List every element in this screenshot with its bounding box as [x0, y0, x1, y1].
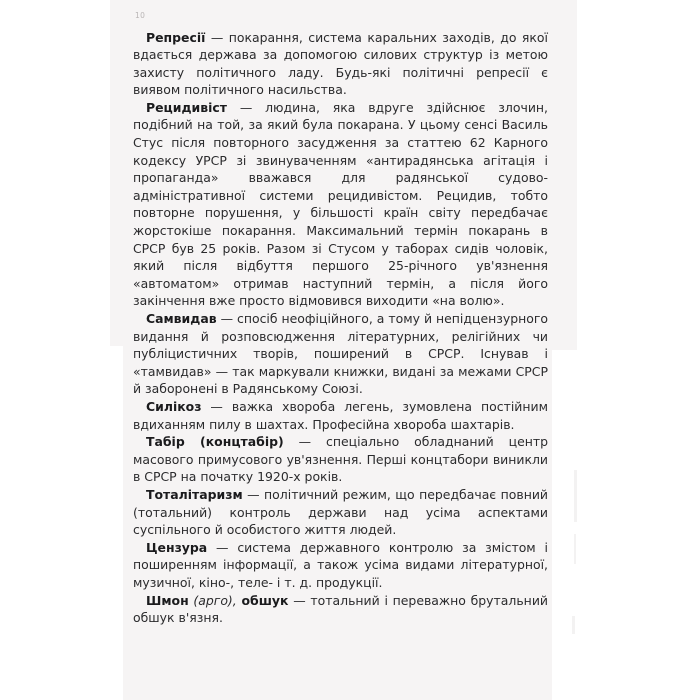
glossary-separator: — — [242, 486, 265, 502]
glossary-entry — [133, 99, 548, 310]
glossary-definition: спеціально обладнаний центр масового примусового ув'язнення. Перші концтабори виникли в СРСР на початку 1920-х років. — [133, 434, 548, 485]
glossary-definition: політичний режим, що передбачає повний (тотальний) контроль держави над усіма аспектами суспільного й особистого життя людей. — [133, 486, 548, 538]
glossary-entry — [133, 592, 548, 627]
glossary-separator: — — [283, 434, 327, 450]
glossary-term: Рецидивіст — [146, 99, 227, 115]
glossary-separator: — — [207, 539, 238, 555]
page-number: 10 — [135, 11, 146, 20]
glossary-definition: система державного контролю за змістом і поширенням інформації, а також усіма видами літературної, музичної, кіно-, теле- і т. д. продукції. — [133, 539, 548, 590]
glossary-definition: тотальний і переважно брутальний обшук в'язня. — [133, 592, 548, 626]
bleed-through-mark — [572, 616, 575, 634]
glossary-separator: — — [288, 592, 311, 608]
text-column — [133, 12, 548, 627]
glossary-term: Тоталітаризм — [146, 486, 243, 502]
glossary-separator: — — [201, 398, 232, 414]
glossary-definition: важка хвороба легень, зумовлена постійним вдиханням пилу в шахтах. Професійна хвороба шахтарів. — [133, 398, 548, 432]
glossary-term: Шмон — [146, 592, 189, 608]
glossary-definition: людина, яка вдруге здійснює злочин, подібний на той, за який була покарана. У цьому сенсі Василь Стус після повторного засудження за статтею 62 Карного кодексу УРСР зі звинуваченням «антирадянська агітація і пропаганда» вважався для радянської судово-адміністративної системи рецидивістом. Рецидив, тобто повторне порушення, у більшості країн світу передбачає жорстокіше покарання. Максимальний термін покарань в СРСР був 25 років. Разом зі Стусом у таборах сидів чоловік, який після відбуття першого 25-річного ув'язнення «автоматом» отримав наступний термін, а після його закінчення вже просто відмовився виходити «на волю». — [133, 99, 548, 309]
glossary-entry — [133, 486, 548, 539]
glossary-entry — [133, 398, 548, 433]
bleed-through-mark — [574, 534, 576, 564]
glossary-separator: — — [216, 311, 237, 326]
glossary-term-secondary: обшук — [241, 592, 289, 608]
page-sheet-notch — [552, 346, 577, 350]
glossary-term: Репресії — [146, 29, 206, 45]
glossary-entry — [133, 29, 548, 99]
glossary-term: Табір (концтабір) — [146, 434, 284, 450]
glossary-entry — [133, 539, 548, 592]
glossary-definition: покарання, система каральних заходів, до якої вдається держава за допомогою силових структур із метою захисту політичного ладу. Будь-які політичні репресії є виявом політичного насильства. — [133, 29, 548, 98]
glossary-term-register: (арго), — [188, 592, 242, 608]
glossary-separator: — — [205, 29, 229, 45]
glossary-term: Силікоз — [146, 398, 202, 414]
glossary-entry — [133, 310, 548, 398]
bleed-through-mark — [574, 470, 577, 522]
glossary-entry — [133, 433, 548, 486]
glossary-definition: спосіб неофіційного, а тому й непідцензурного видання й розповсюдження літературних, релігійних чи публіцистичних творів, поширений в СРСР. Існував і «тамвидав» — так маркували книжки, видані за межами СРСР й заборонені в Радянському Союзі. — [133, 311, 548, 397]
glossary-separator: — — [226, 99, 266, 115]
glossary-term: Цензура — [146, 539, 208, 555]
glossary-term: Самвидав — [146, 311, 217, 326]
